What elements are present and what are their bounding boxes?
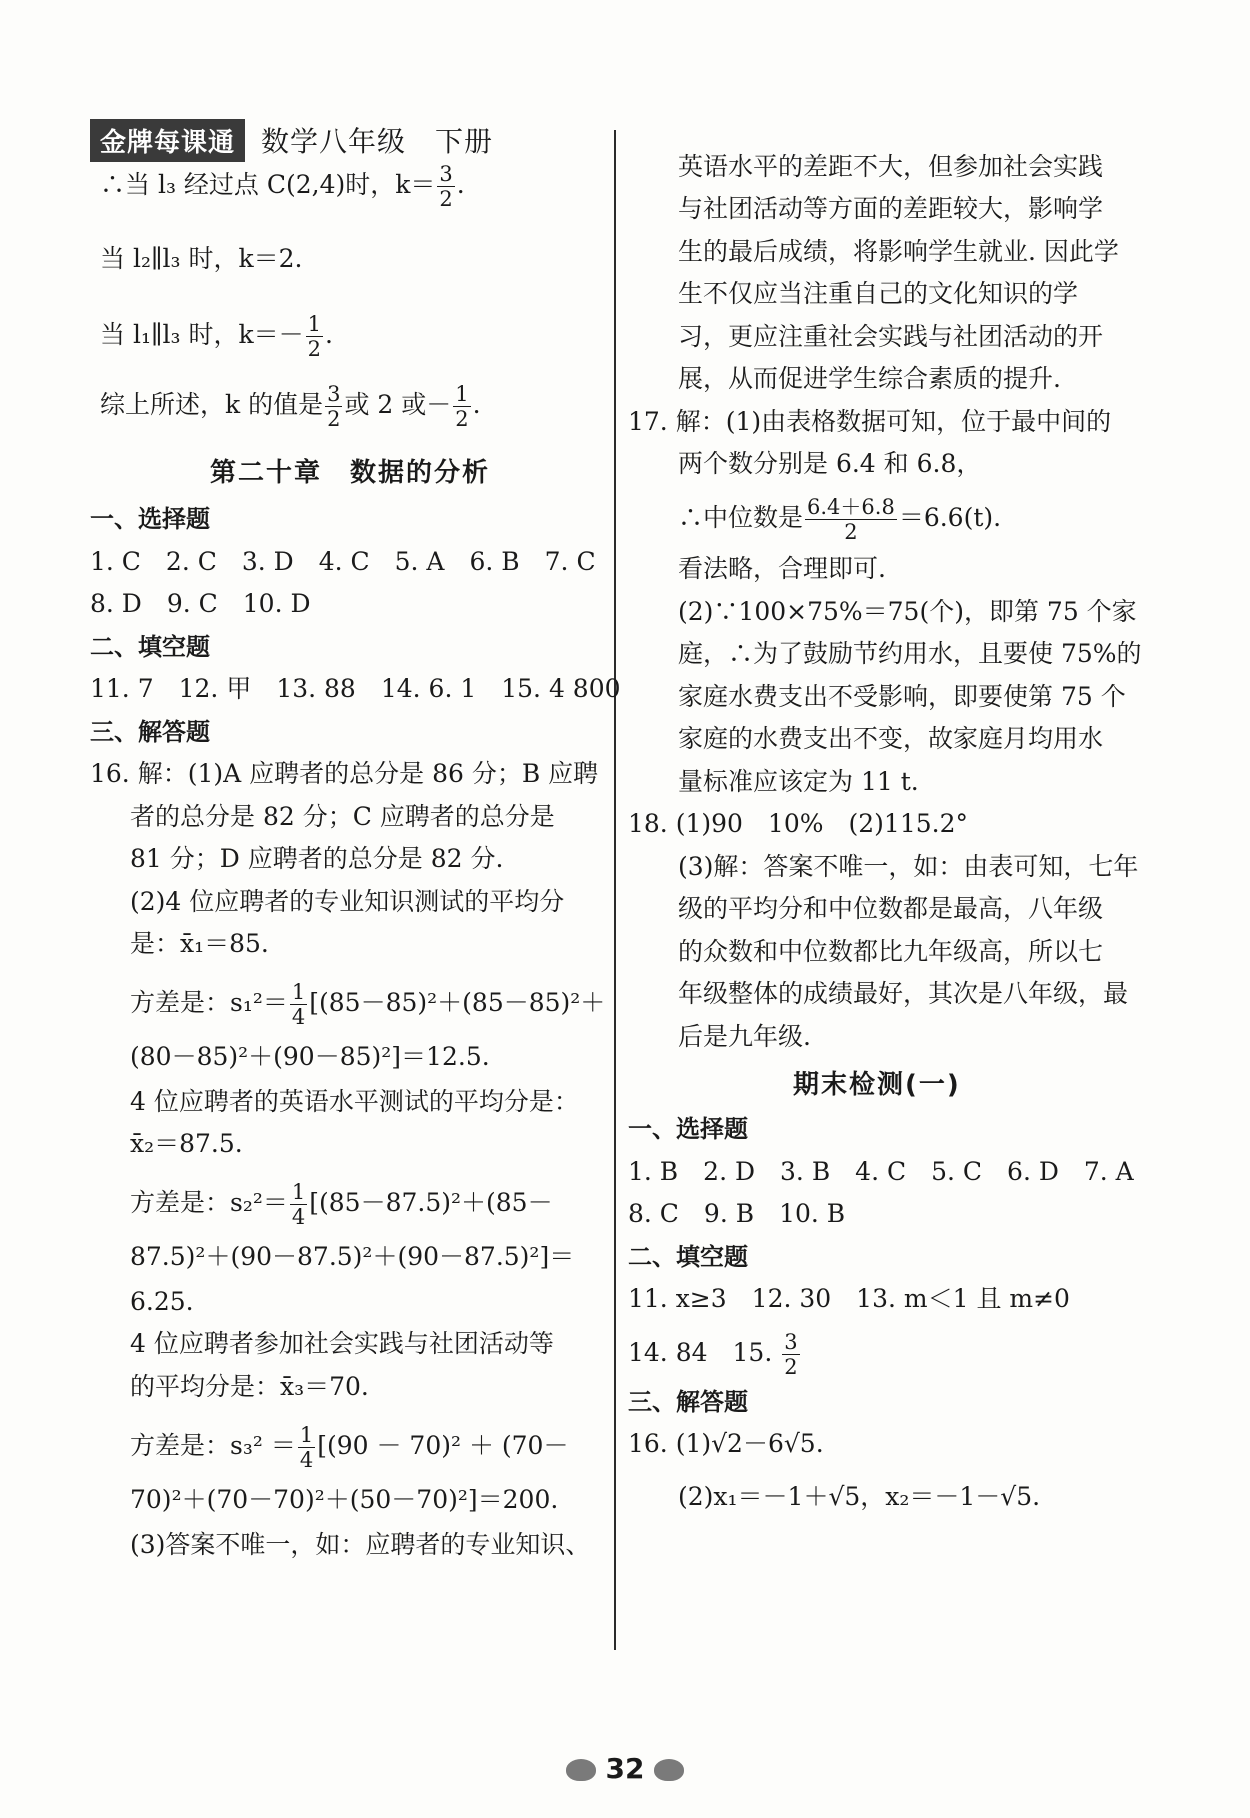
column-divider [614,130,616,1650]
right-line-17: 级的平均分和中位数都是最高，八年级 [678,894,1104,923]
page-number: 32 [605,1752,645,1785]
right-line-11: 庭，∴为了鼓励节约用水，且要使 75%的 [678,639,1142,668]
left-line-4: 第二十章 数据的分析 [210,458,491,488]
right-line-25: 二、填空题 [628,1243,748,1271]
right-line-2: 生的最后成绩，将影响学生就业. 因此学 [678,237,1119,266]
left-line-26: 70)²＋(70－70)²＋(50－70)²]＝200. [130,1485,559,1514]
right-line-21: 期末检测(一) [793,1070,961,1100]
fraction: $\frac{3}{2}$ [439,162,453,211]
leaf-icon [566,1759,596,1781]
left-line-8: 二、填空题 [90,633,210,661]
left-line-13: 81 分；D 应聘者的总分是 82 分. [130,844,504,873]
left-line-2: 当 l₁∥l₃ 时，k＝－ $\frac{1}{2}$ . [100,312,333,361]
left-line-14: (2)4 位应聘者的专业知识测试的平均分 [130,887,565,916]
right-line-16: (3)解：答案不唯一，如：由表可知，七年 [678,852,1139,881]
left-line-24: 的平均分是：x̄₃＝70. [130,1372,369,1401]
right-line-30: (2)x₁＝－1＋√5，x₂＝－1－√5. [678,1482,1041,1511]
leaf-icon [654,1759,684,1781]
right-line-7: 两个数分别是 6.4 和 6.8， [678,449,982,478]
right-line-20: 后是九年级. [678,1022,811,1051]
left-line-7: 8. D 9. C 10. D [90,589,311,618]
left-line-5: 一、选择题 [90,505,210,533]
right-line-18: 的众数和中位数都比九年级高，所以七 [678,937,1104,966]
page-header [90,118,493,162]
left-line-3: 综上所述，k 的值是 $\frac{3}{2}$ 或 2 或－ $\frac{1}{2}$ . [100,382,481,431]
right-line-27: 14. 84 15. $\frac{3}{2}$ [628,1330,798,1379]
right-line-23: 1. B 2. D 3. B 4. C 5. C 6. D 7. A [628,1157,1134,1186]
left-line-10: 三、解答题 [90,718,210,746]
right-line-24: 8. C 9. B 10. B [628,1199,846,1228]
fraction: $\frac{1}{2}$ [455,382,469,431]
fraction: $\frac{1}{4}$ [291,1180,306,1229]
left-line-25: 方差是：s₃² ＝ $\frac{1}{4}$ [(90 － 70)² ＋ (70－ [130,1423,569,1472]
fraction: $\frac{1}{4}$ [291,980,306,1029]
right-line-13: 家庭的水费支出不变，故家庭月均用水 [678,724,1104,753]
right-line-28: 三、解答题 [628,1388,748,1416]
fraction: $\frac{6.4+6.8}{2}$ [807,495,895,544]
right-line-29: 16. (1)√2－6√5. [628,1429,824,1458]
left-line-6: 1. C 2. C 3. D 4. C 5. A 6. B 7. C [90,547,596,576]
fraction: $\frac{1}{4}$ [299,1423,314,1472]
left-line-17: (80－85)²＋(90－85)²]＝12.5. [130,1042,490,1071]
fraction: $\frac{3}{2}$ [784,1330,798,1379]
right-line-15: 18. (1)90 10% (2)115.2° [628,809,968,838]
left-line-0: ∴当 l₃ 经过点 C(2,4)时，k＝ $\frac{3}{2}$ . [100,162,465,211]
fraction: $\frac{3}{2}$ [327,382,341,431]
left-line-9: 11. 7 12. 甲 13. 88 14. 6. 1 15. 4 800 [90,674,621,703]
left-line-23: 4 位应聘者参加社会实践与社团活动等 [130,1329,554,1358]
right-line-10: (2)∵100×75%＝75(个)，即第 75 个家 [678,597,1137,626]
left-line-19: x̄₂＝87.5. [130,1129,243,1158]
left-line-18: 4 位应聘者的英语水平测试的平均分是： [130,1087,579,1116]
right-line-6: 17. 解：(1)由表格数据可知，位于最中间的 [628,407,1112,436]
brand-label: 金牌每课通 [90,119,245,162]
page-footer [0,1752,1250,1785]
left-line-27: (3)答案不唯一，如：应聘者的专业知识、 [130,1530,591,1559]
right-line-0: 英语水平的差距不大，但参加社会实践 [678,152,1104,181]
left-line-11: 16. 解：(1)A 应聘者的总分是 86 分；B 应聘 [90,759,599,788]
right-line-3: 生不仅应当注重自己的文化知识的学 [678,279,1079,308]
right-line-12: 家庭水费支出不受影响，即要使第 75 个 [678,682,1126,711]
left-line-1: 当 l₂∥l₃ 时，k＝2. [100,244,303,273]
left-line-22: 6.25. [130,1287,194,1316]
left-line-20: 方差是：s₂²＝ $\frac{1}{4}$ [(85－87.5)²＋(85－ [130,1180,553,1229]
right-line-22: 一、选择题 [628,1115,748,1143]
fraction: $\frac{1}{2}$ [307,312,322,361]
left-line-16: 方差是：s₁²＝ $\frac{1}{4}$ [(85－85)²＋(85－85)²＋ [130,980,606,1029]
book-title: 数学八年级 下册 [261,125,494,158]
right-line-4: 习，更应注重社会实践与社团活动的开 [678,322,1104,351]
right-line-1: 与社团活动等方面的差距较大，影响学 [678,194,1104,223]
left-line-21: 87.5)²＋(90－87.5)²＋(90－87.5)²]＝ [130,1242,575,1271]
right-line-14: 量标准应该定为 11 t. [678,767,919,796]
right-line-5: 展，从而促进学生综合素质的提升. [678,364,1061,393]
right-line-8: ∴中位数是 $\frac{6.4+6.8}{2}$ ＝6.6(t). [678,495,1002,544]
right-line-19: 年级整体的成绩最好，其次是八年级，最 [678,979,1129,1008]
right-line-26: 11. x≥3 12. 30 13. m＜1 且 m≠0 [628,1284,1070,1313]
left-line-12: 者的总分是 82 分；C 应聘者的总分是 [130,802,555,831]
right-line-9: 看法略，合理即可. [678,554,886,583]
left-line-15: 是：x̄₁＝85. [130,929,269,958]
